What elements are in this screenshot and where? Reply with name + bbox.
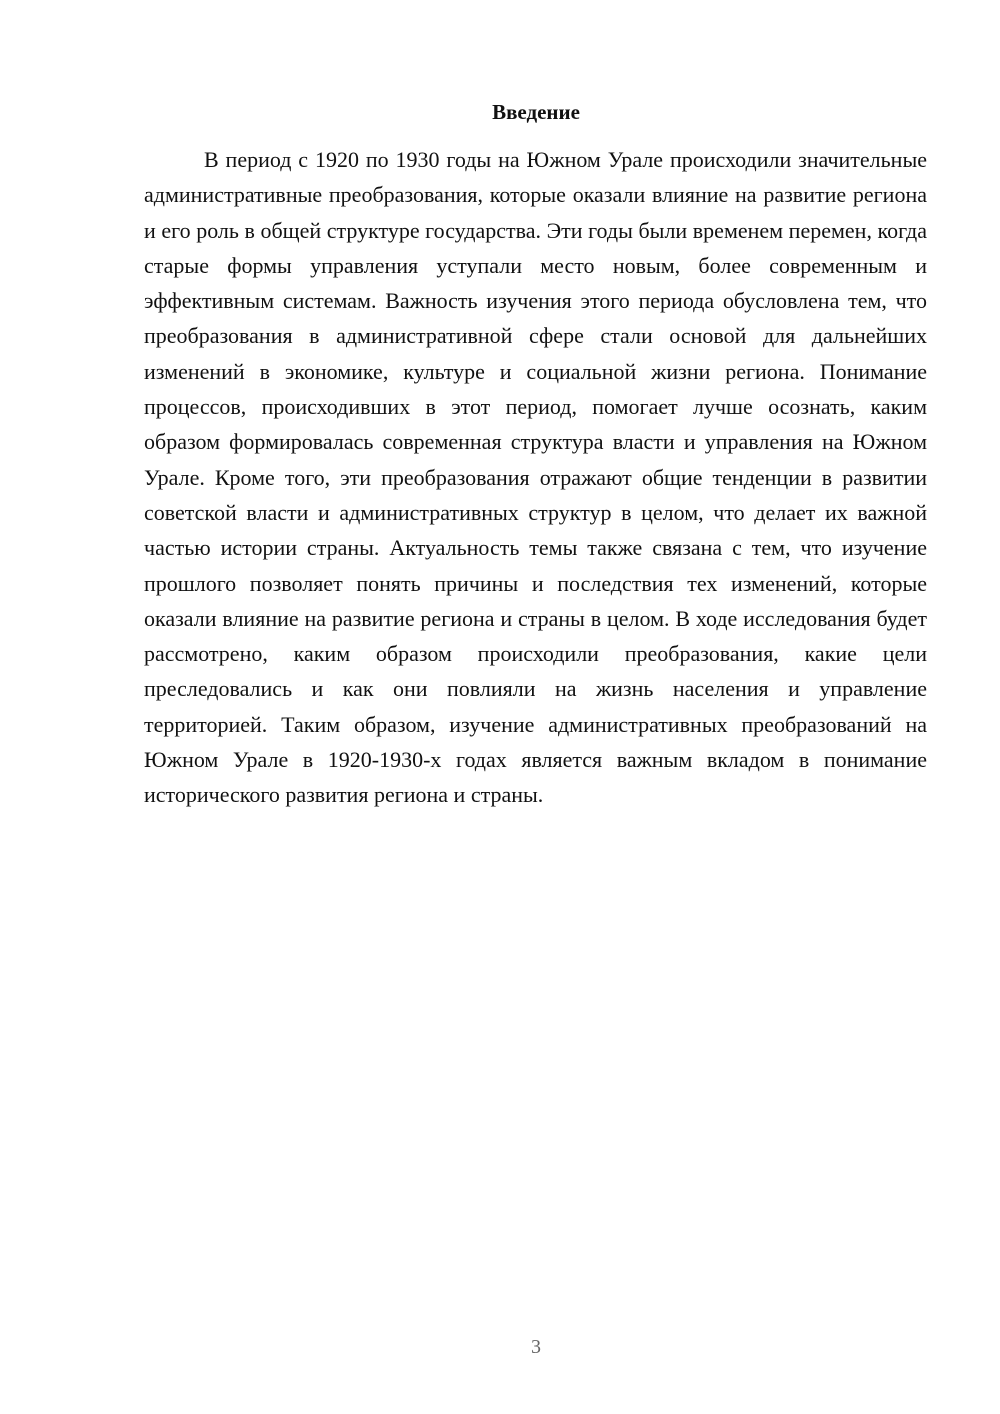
section-heading: Введение: [492, 100, 580, 124]
page-number: 3: [531, 1336, 541, 1358]
introduction-paragraph: В период с 1920 по 1930 годы на Южном Урале происходили значительные административные преобразования, которые оказали влияние на развитие региона и его роль в общей структуре государства. Эти годы были временем перемен, когда старые формы управления уступали место новым, более современным и эффективным системам. Важность изучения этого периода обусловлена тем, что преобразования в административной сфере стали основой для дальнейших изменений в экономике, культуре и социальной жизни региона. Понимание процессов, происходивших в этот период, помогает лучше осознать, каким образом формировалась современная структура власти и управления на Южном Урале. Кроме того, эти преобразования отражают общие тенденции в развитии советской власти и административных структур в целом, что делает их важной частью истории страны. Актуальность темы также связана с тем, что изучение прошлого позволяет понять причины и последствия тех изменений, которые оказали влияние на развитие региона и страны в целом. В ходе исследования будет рассмотрено, каким образом происходили преобразования, какие цели преследовались и как они повлияли на жизнь населения и управление территорией. Таким образом, изучение административных преобразований на Южном Урале в 1920-1930-х годах является важным вкладом в понимание исторического развития региона и страны.: [144, 147, 927, 808]
